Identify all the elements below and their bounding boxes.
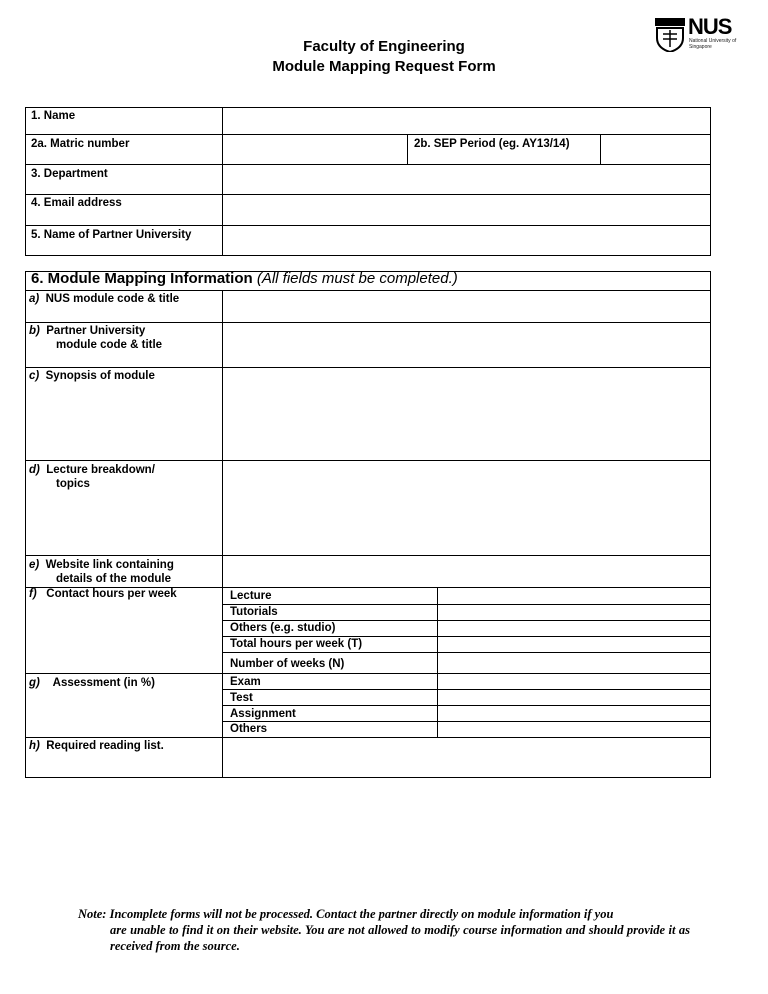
lecture-breakdown-label-line2: topics	[56, 478, 90, 490]
partner-module-label: b) Partner University	[29, 325, 146, 337]
website-link-field[interactable]	[223, 556, 710, 587]
synopsis-field[interactable]	[223, 368, 710, 460]
email-field[interactable]	[223, 195, 710, 225]
lecture-breakdown-label: d) Lecture breakdown/	[29, 464, 155, 476]
form-title: Module Mapping Request Form	[272, 58, 496, 75]
nus-module-field[interactable]	[223, 291, 710, 322]
others-percent-field[interactable]	[438, 722, 710, 737]
exam-percent-field[interactable]	[438, 674, 710, 689]
sep-period-label: 2b. SEP Period (eg. AY13/14)	[414, 138, 570, 150]
lecture-hours-field[interactable]	[438, 588, 710, 604]
reading-list-label: h) Required reading list.	[29, 740, 164, 752]
synopsis-label: c) Synopsis of module	[29, 370, 155, 382]
nus-module-label: a) NUS module code & title	[29, 293, 180, 305]
other-hours-field[interactable]	[438, 621, 710, 636]
total-hours-field[interactable]	[438, 637, 710, 652]
logo-wordmark: NUS	[688, 14, 732, 39]
email-label: 4. Email address	[31, 197, 122, 209]
sep-period-field[interactable]	[601, 135, 710, 164]
matric-number-label: 2a. Matric number	[31, 138, 130, 150]
website-link-label-line2: details of the module	[56, 573, 172, 585]
partner-university-label: 5. Name of Partner University	[31, 229, 192, 241]
number-of-weeks-field[interactable]	[438, 653, 710, 673]
footnote-rest: are unable to find it on their website. You are not allowed to modify course information and should provide it as received from the source.	[110, 923, 690, 953]
name-field[interactable]	[223, 108, 710, 134]
contact-hours-total-label: Total hours per week (T)	[230, 638, 363, 650]
test-percent-field[interactable]	[438, 690, 710, 705]
website-link-label: e) Website link containing	[29, 559, 174, 571]
reading-list-field[interactable]	[223, 738, 710, 778]
department-label: 3. Department	[31, 168, 108, 180]
assessment-assignment-label: Assignment	[230, 708, 296, 720]
form-faculty-title: Faculty of Engineering	[303, 38, 465, 55]
contact-hours-tutorials-label: Tutorials	[230, 606, 278, 618]
footnote-line1: Note: Incomplete forms will not be processed. Contact the partner directly on module information if you	[78, 907, 614, 921]
assessment-test-label: Test	[230, 692, 253, 704]
partner-module-label-line2: module code & title	[56, 339, 163, 351]
assessment-others-label: Others	[230, 723, 268, 735]
tutorial-hours-field[interactable]	[438, 605, 710, 620]
contact-hours-lecture-label: Lecture	[230, 590, 272, 602]
assignment-percent-field[interactable]	[438, 706, 710, 721]
logo-subtext: National University of Singapore	[689, 38, 737, 50]
contact-hours-others-label: Others (e.g. studio)	[230, 622, 336, 634]
assessment-label: g) Assessment (in %)	[29, 677, 155, 689]
partner-module-field[interactable]	[223, 323, 710, 367]
partner-university-field[interactable]	[223, 226, 710, 256]
department-field[interactable]	[223, 165, 710, 194]
module-mapping-heading: 6. Module Mapping Information (All fields must be completed.)	[31, 270, 458, 287]
contact-hours-label: f) Contact hours per week	[29, 588, 177, 600]
matric-number-field[interactable]	[223, 135, 407, 164]
number-of-weeks-label: Number of weeks (N)	[230, 658, 345, 670]
name-label: 1. Name	[31, 110, 76, 122]
lecture-breakdown-field[interactable]	[223, 461, 710, 555]
footnote	[78, 906, 690, 954]
assessment-exam-label: Exam	[230, 676, 261, 688]
